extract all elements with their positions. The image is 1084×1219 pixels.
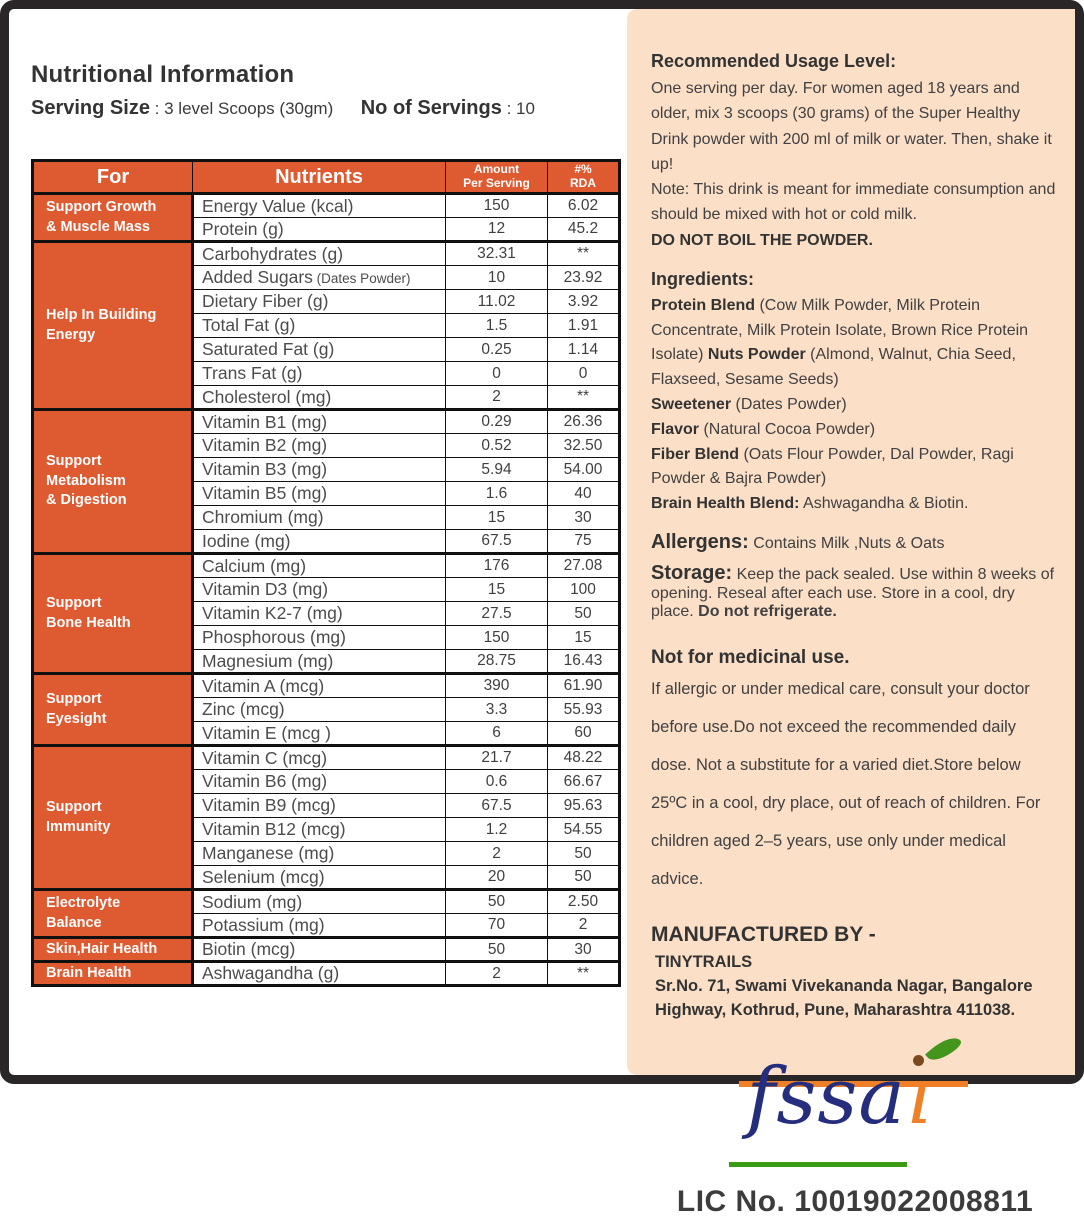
- amount-value: 28.75: [446, 650, 548, 674]
- rda-value: 30: [548, 506, 620, 530]
- for-group-label: Support Growth & Muscle Mass: [33, 194, 193, 242]
- table-row: [33, 242, 620, 266]
- nutrient-name: Vitamin K2-7 (mg): [193, 602, 446, 626]
- rda-value: 27.08: [548, 554, 620, 578]
- rda-value: **: [548, 242, 620, 266]
- rda-value: 26.36: [548, 410, 620, 434]
- rda-value: 95.63: [548, 794, 620, 818]
- amount-value: 2: [446, 386, 548, 410]
- table-row: [33, 938, 620, 962]
- amount-value: 67.5: [446, 794, 548, 818]
- rda-value: 3.92: [548, 290, 620, 314]
- amount-value: 10: [446, 266, 548, 290]
- nutrient-name: Magnesium (mg): [193, 650, 446, 674]
- column-header: Nutrients: [193, 161, 446, 194]
- nutrient-name: Calcium (mg): [193, 554, 446, 578]
- ingredients-heading: Ingredients:: [651, 268, 755, 289]
- amount-value: 3.3: [446, 698, 548, 722]
- amount-value: 21.7: [446, 746, 548, 770]
- ingredients-list: [651, 294, 1059, 517]
- amount-value: 1.6: [446, 482, 548, 506]
- rda-value: 2: [548, 914, 620, 938]
- table-row: [33, 962, 620, 986]
- allergens-label: Allergens:: [651, 531, 749, 554]
- usage-text: One serving per day. For women aged 18 years and older, mix 3 scoops (30 grams) of the Super Healthy Drink powder with 200 ml of milk or water. Then, shake it up!: [651, 80, 1052, 173]
- amount-value: 176: [446, 554, 548, 578]
- rda-value: 30: [548, 938, 620, 962]
- servings-value: : 10: [506, 99, 535, 118]
- nutrient-name: Vitamin C (mcg): [193, 746, 446, 770]
- serving-size-value: : 3 level Scoops (30gm): [154, 99, 334, 118]
- rda-value: 32.50: [548, 434, 620, 458]
- ingredient-line: Fiber Blend (Oats Flour Powder, Dal Powder, Ragi Powder & Bajra Powder): [651, 445, 1014, 488]
- amount-value: 2: [446, 962, 548, 986]
- nutrient-name: Ashwagandha (g): [193, 962, 446, 986]
- serving-size-label: Serving Size: [31, 97, 150, 119]
- rda-value: 2.50: [548, 890, 620, 914]
- usage-warning: DO NOT BOIL THE POWDER.: [651, 231, 873, 249]
- medicinal-section: [651, 647, 1059, 899]
- serving-info: [31, 97, 535, 120]
- column-header: #% RDA: [548, 161, 620, 194]
- amount-value: 11.02: [446, 290, 548, 314]
- for-group-label: Support Eyesight: [33, 674, 193, 746]
- header-row: [33, 161, 620, 194]
- rda-value: 1.91: [548, 314, 620, 338]
- nutrient-name: Phosphorous (mg): [193, 626, 446, 650]
- amount-value: 12: [446, 218, 548, 242]
- amount-value: 0.52: [446, 434, 548, 458]
- nutrient-name: Potassium (mg): [193, 914, 446, 938]
- rda-value: 75: [548, 530, 620, 554]
- fssai-text-main: fssa: [746, 1052, 906, 1143]
- table-row: [33, 194, 620, 218]
- amount-value: 20: [446, 866, 548, 890]
- nutrient-name: Chromium (mg): [193, 506, 446, 530]
- nutrient-name: Cholesterol (mg): [193, 386, 446, 410]
- ingredients-section: [651, 269, 1059, 517]
- rda-value: 45.2: [548, 218, 620, 242]
- license-number: LIC No. 10019022008811: [676, 1185, 1034, 1219]
- for-group-label: Support Metabolism & Digestion: [33, 410, 193, 554]
- fssai-wordmark: [747, 1039, 932, 1156]
- ingredient-line: Protein Blend (Cow Milk Powder, Milk Protein Concentrate, Milk Protein Isolate, Brown Rice Protein Isolate) Nuts Powder (Almond, Walnut, Chia Seed, Flaxseed, Sesame Seeds): [651, 296, 1029, 389]
- rda-value: 60: [548, 722, 620, 746]
- storage-label: Storage:: [651, 562, 733, 585]
- rda-value: 100: [548, 578, 620, 602]
- rda-value: 1.14: [548, 338, 620, 362]
- fssai-text-i: ı: [905, 1052, 932, 1143]
- storage-section: [651, 562, 1059, 621]
- usage-heading: Recommended Usage Level:: [651, 51, 897, 71]
- rda-value: 66.67: [548, 770, 620, 794]
- allergens-section: [651, 531, 1059, 554]
- page-title: Nutritional Information: [31, 61, 295, 88]
- amount-value: 15: [446, 578, 548, 602]
- amount-value: 5.94: [446, 458, 548, 482]
- nutrient-name: Vitamin B3 (mg): [193, 458, 446, 482]
- nutrient-name: Zinc (mcg): [193, 698, 446, 722]
- fssai-logo: [743, 1053, 968, 1175]
- table-row: [33, 674, 620, 698]
- amount-value: 150: [446, 626, 548, 650]
- rda-value: 15: [548, 626, 620, 650]
- nutrition-table-body: [33, 194, 620, 986]
- amount-value: 0.25: [446, 338, 548, 362]
- amount-value: 27.5: [446, 602, 548, 626]
- column-header: For: [33, 161, 193, 194]
- manufacturer-name: TINYTRAILS: [655, 952, 753, 971]
- ingredient-line: Flavor (Natural Cocoa Powder): [651, 420, 876, 438]
- nutrient-name: Vitamin B6 (mg): [193, 770, 446, 794]
- nutrient-name: Vitamin E (mcg ): [193, 722, 446, 746]
- rda-value: 6.02: [548, 194, 620, 218]
- table-row: [33, 890, 620, 914]
- rda-value: 23.92: [548, 266, 620, 290]
- nutrient-name: Iodine (mg): [193, 530, 446, 554]
- nutrient-name: Vitamin A (mcg): [193, 674, 446, 698]
- nutrient-name: Selenium (mcg): [193, 866, 446, 890]
- nutrient-name: Biotin (mcg): [193, 938, 446, 962]
- medicinal-text: If allergic or under medical care, consult your doctor before use.Do not exceed the recommended daily dose. Not a substitute for a varied diet.Store below 25ºC in a cool, dry place, out of reach of children. For children aged 2–5 years, use only under medical advice.: [651, 680, 1041, 888]
- nutrition-table-wrap: [31, 159, 621, 987]
- nutrient-name: Total Fat (g): [193, 314, 446, 338]
- for-group-label: Support Immunity: [33, 746, 193, 890]
- ingredient-line: Brain Health Blend: Ashwagandha & Biotin.: [651, 495, 969, 513]
- rda-value: 54.55: [548, 818, 620, 842]
- amount-value: 0.29: [446, 410, 548, 434]
- rda-value: 61.90: [548, 674, 620, 698]
- nutrient-name: Vitamin B2 (mg): [193, 434, 446, 458]
- amount-value: 32.31: [446, 242, 548, 266]
- manufacturer-heading: MANUFACTURED BY -: [651, 922, 876, 946]
- nutrition-table: [31, 159, 621, 987]
- rda-value: 48.22: [548, 746, 620, 770]
- nutrient-name: Vitamin D3 (mg): [193, 578, 446, 602]
- nutrient-name: Vitamin B12 (mcg): [193, 818, 446, 842]
- medicinal-heading: Not for medicinal use.: [651, 647, 850, 669]
- rda-value: 16.43: [548, 650, 620, 674]
- rda-value: 50: [548, 866, 620, 890]
- for-group-label: Electrolyte Balance: [33, 890, 193, 938]
- rda-value: **: [548, 962, 620, 986]
- usage-section: [651, 51, 1059, 253]
- nutrient-name: Added Sugars (Dates Powder): [193, 266, 446, 290]
- column-header: Amount Per Serving: [446, 161, 548, 194]
- for-group-label: Help In Building Energy: [33, 242, 193, 410]
- nutrient-name: Protein (g): [193, 218, 446, 242]
- nutrient-name: Trans Fat (g): [193, 362, 446, 386]
- nutrient-name: Energy Value (kcal): [193, 194, 446, 218]
- rda-value: 40: [548, 482, 620, 506]
- amount-value: 15: [446, 506, 548, 530]
- amount-value: 150: [446, 194, 548, 218]
- storage-text: Keep the pack sealed. Use within 8 weeks of opening. Reseal after each use. Store in a cool, dry place.: [651, 566, 1055, 621]
- table-row: [33, 554, 620, 578]
- nutrient-name: Carbohydrates (g): [193, 242, 446, 266]
- amount-value: 67.5: [446, 530, 548, 554]
- amount-value: 1.5: [446, 314, 548, 338]
- nutrition-panel: [9, 9, 627, 1075]
- for-group-label: Brain Health: [33, 962, 193, 986]
- table-header: [33, 161, 620, 194]
- for-group-label: Support Bone Health: [33, 554, 193, 674]
- servings-label: No of Servings: [360, 97, 502, 119]
- fssai-green-bar: [729, 1162, 907, 1167]
- rda-value: 50: [548, 842, 620, 866]
- nutrient-name: Saturated Fat (g): [193, 338, 446, 362]
- rda-value: 50: [548, 602, 620, 626]
- amount-value: 1.2: [446, 818, 548, 842]
- amount-value: 2: [446, 842, 548, 866]
- manufacturer-address: Sr.No. 71, Swami Vivekananda Nagar, Bangalore Highway, Kothrud, Pune, Maharashtra 411038.: [655, 976, 1033, 1020]
- amount-value: 50: [446, 890, 548, 914]
- amount-value: 0: [446, 362, 548, 386]
- nutrient-name: Sodium (mg): [193, 890, 446, 914]
- rda-value: 54.00: [548, 458, 620, 482]
- amount-value: 50: [446, 938, 548, 962]
- ingredient-line: Sweetener (Dates Powder): [651, 396, 847, 414]
- nutrient-name: Vitamin B1 (mg): [193, 410, 446, 434]
- info-panel: [627, 9, 1075, 1219]
- amount-value: 70: [446, 914, 548, 938]
- for-group-label: Skin,Hair Health: [33, 938, 193, 962]
- manufacturer-section: [651, 923, 1059, 1024]
- rda-value: **: [548, 386, 620, 410]
- allergens-text: Contains Milk ,Nuts & Oats: [753, 535, 945, 553]
- amount-value: 6: [446, 722, 548, 746]
- usage-note: Note: This drink is meant for immediate consumption and should be mixed with hot or cold milk.: [651, 181, 1056, 224]
- amount-value: 390: [446, 674, 548, 698]
- storage-warning: Do not refrigerate.: [698, 603, 837, 621]
- nutrient-name: Dietary Fiber (g): [193, 290, 446, 314]
- nutrient-name: Vitamin B9 (mcg): [193, 794, 446, 818]
- rda-value: 0: [548, 362, 620, 386]
- nutrient-name: Vitamin B5 (mg): [193, 482, 446, 506]
- amount-value: 0.6: [446, 770, 548, 794]
- table-row: [33, 746, 620, 770]
- nutrient-name: Manganese (mg): [193, 842, 446, 866]
- rda-value: 55.93: [548, 698, 620, 722]
- table-row: [33, 410, 620, 434]
